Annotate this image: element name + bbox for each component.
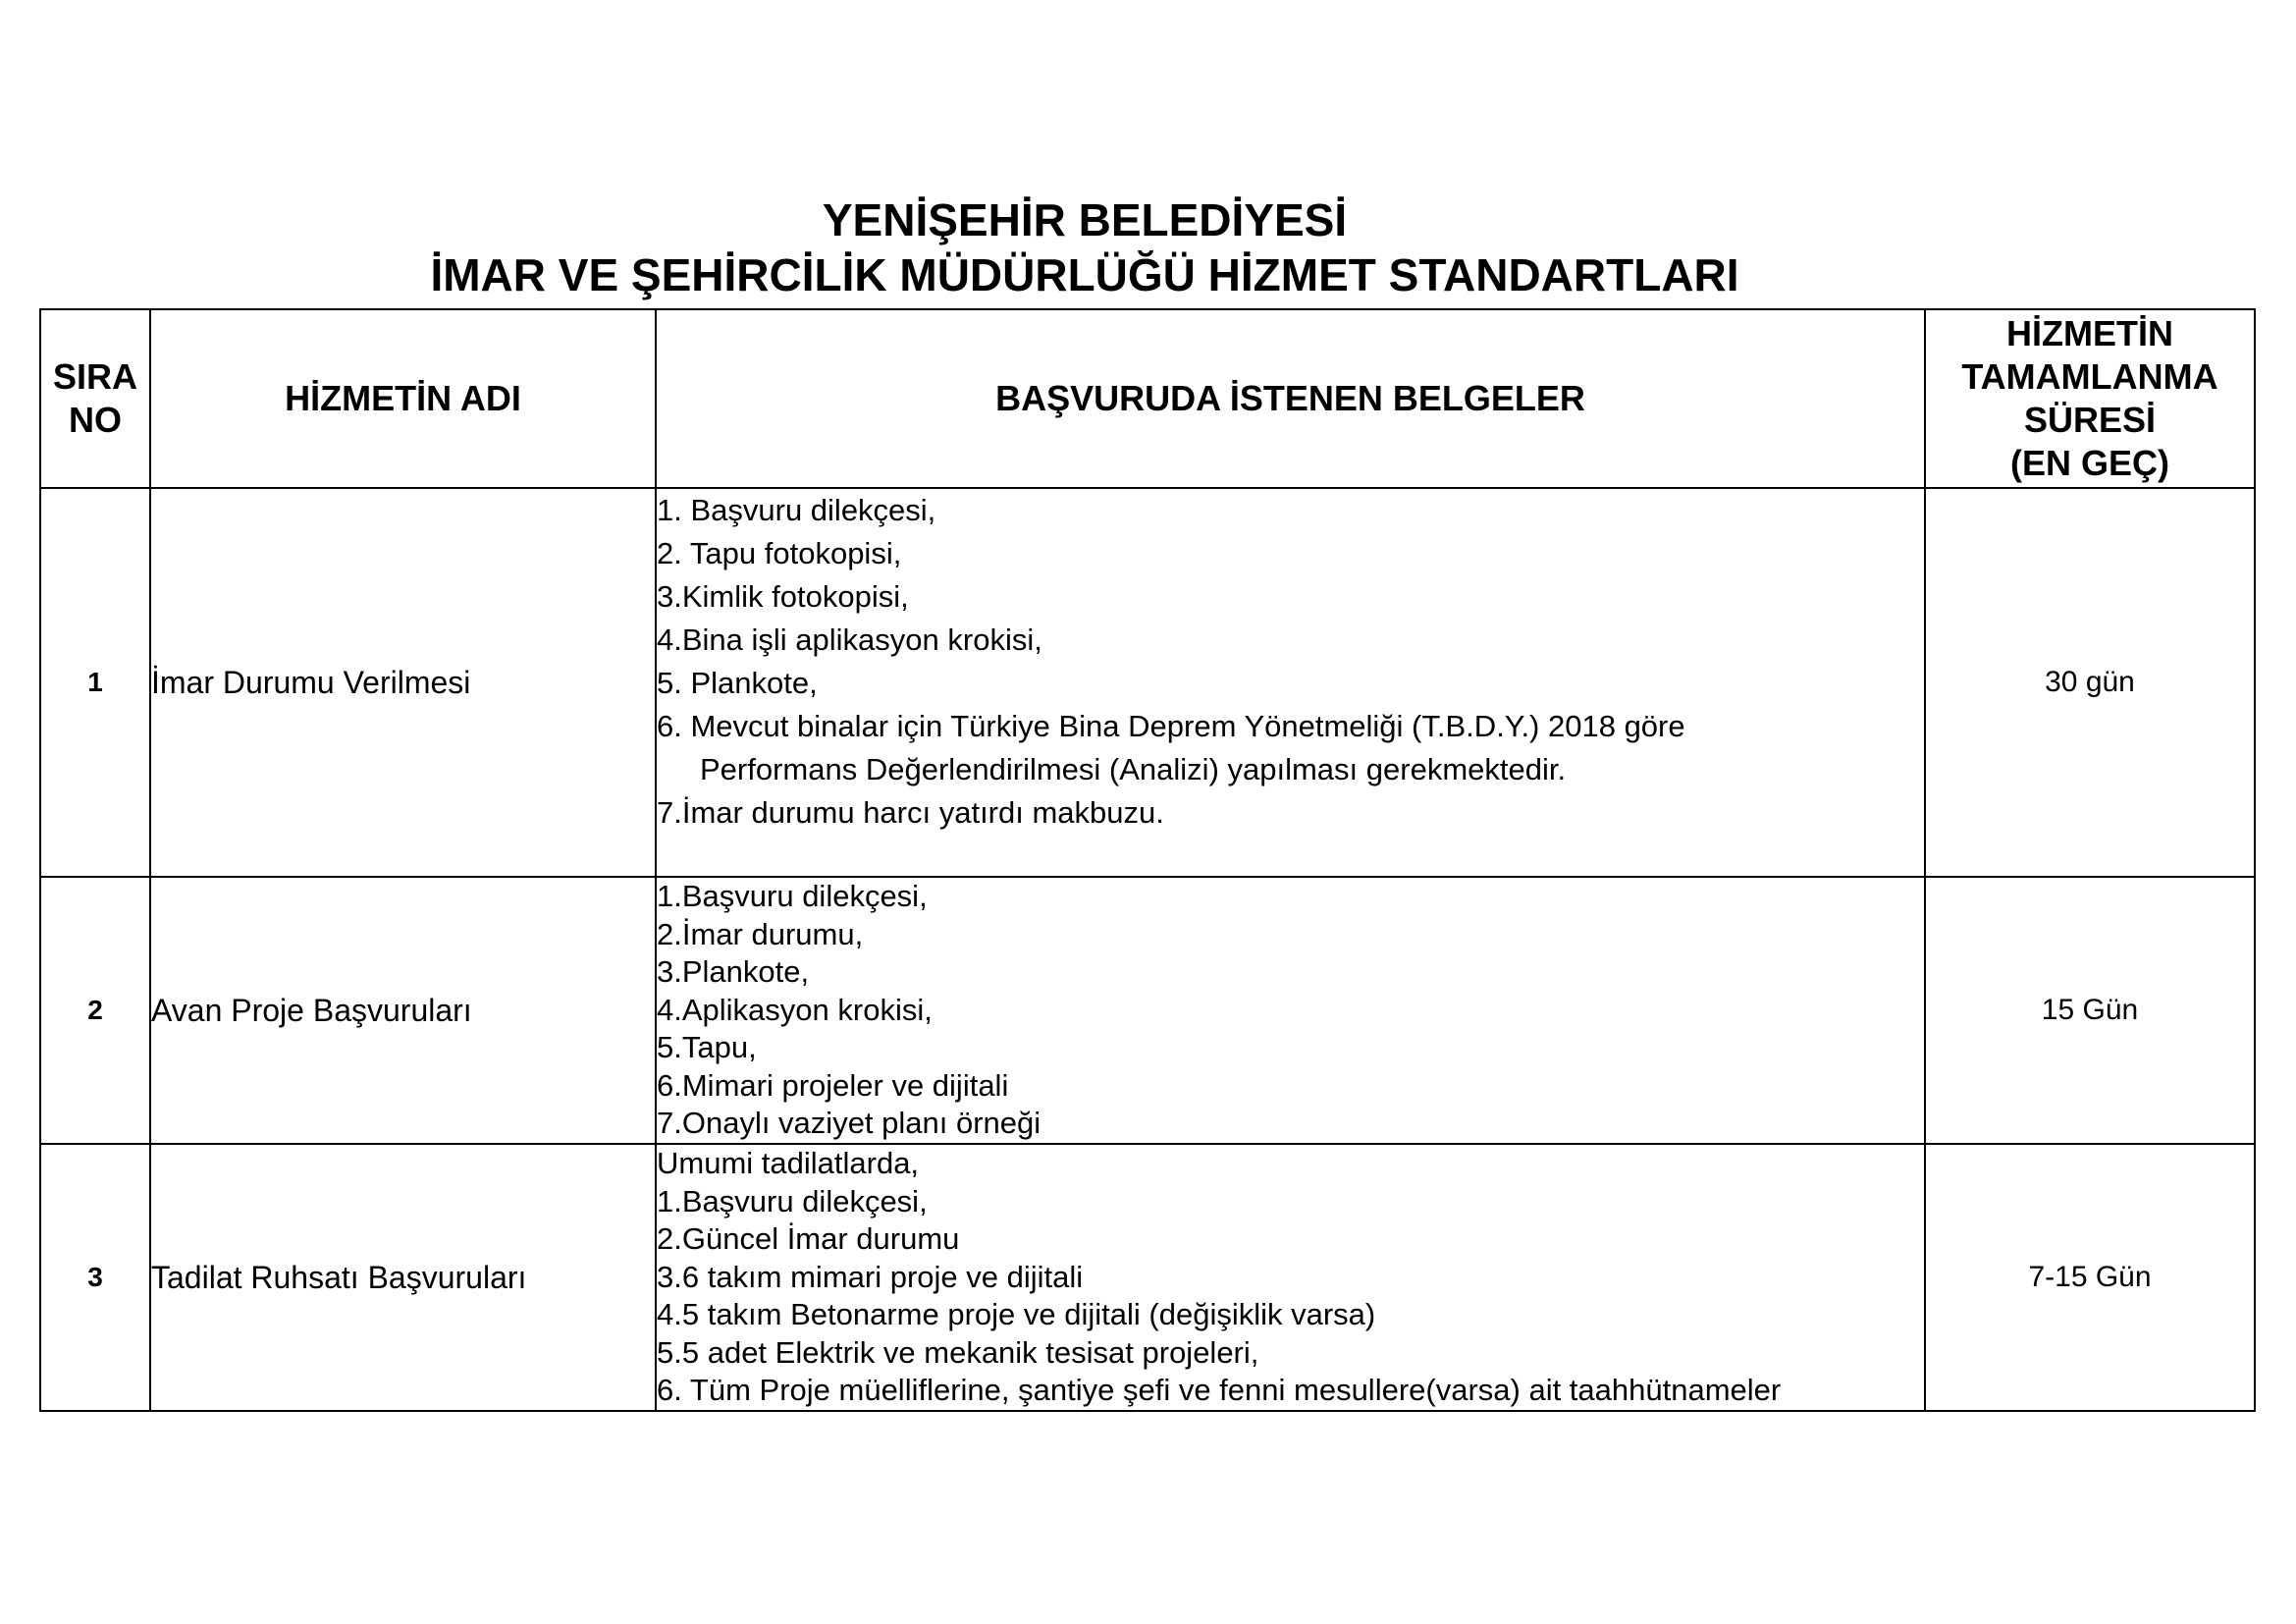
table-row [40,488,2255,877]
document-item: 2.İmar durumu, [657,916,864,951]
header-no-line-2: NO [69,400,122,440]
service-name: Avan Proje Başvuruları [150,877,656,1144]
service-standards-table [39,308,2256,1412]
row-number: 3 [40,1144,150,1411]
document-item: 6. Tüm Proje müelliflerine, şantiye şefi ve fenni mesullere(varsa) ait taahhütnameler [657,1373,1782,1407]
title-line-1: YENİŞEHİR BELEDİYESİ [822,194,1348,245]
completion-time: 7-15 Gün [1925,1144,2255,1411]
header-time-line-4: (EN GEÇ) [2010,443,2169,483]
header-time-line-2: TAMAMLANMA [1961,356,2218,397]
row-number: 2 [40,877,150,1144]
document-item: 4.5 takım Betonarme proje ve dijitali (değişiklik varsa) [657,1297,1376,1331]
header-time-line-1: HİZMETİN [2006,313,2173,353]
table-row [40,877,2255,1144]
service-name: İmar Durumu Verilmesi [150,488,656,877]
document-item: 3.Plankote, [657,954,810,989]
header-completion-time [1925,309,2255,488]
title-line-2: İMAR VE ŞEHİRCİLİK MÜDÜRLÜĞÜ HİZMET STANDARTLARI [430,249,1739,300]
document-item: Umumi tadilatlarda, [657,1146,920,1180]
document-item: 6. Mevcut binalar için Türkiye Bina Deprem Yönetmeliği (T.B.D.Y.) 2018 göre [657,709,1685,743]
document-item: 3.6 takım mimari proje ve dijitali [657,1259,1084,1294]
header-service-name: HİZMETİN ADI [150,309,656,488]
table-header-row [40,309,2255,488]
document-item: 4.Bina işli aplikasyon krokisi, [657,623,1042,657]
row-number: 1 [40,488,150,877]
required-documents-list [656,1144,1925,1411]
document-item: 1.Başvuru dilekçesi, [657,879,928,913]
document-item: 5. Plankote, [657,666,818,700]
completion-time: 30 gün [1925,488,2255,877]
required-documents-list [656,877,1925,1144]
document-item: 4.Aplikasyon krokisi, [657,992,933,1027]
document-item: 5.Tapu, [657,1030,757,1064]
document-item: 1. Başvuru dilekçesi, [657,493,936,527]
header-required-documents: BAŞVURUDA İSTENEN BELGELER [656,309,1925,488]
document-item: 7.İmar durumu harcı yatırdı makbuzu. [657,795,1164,830]
header-time-line-3: SÜRESİ [2023,400,2157,440]
document-item: 1.Başvuru dilekçesi, [657,1183,928,1218]
document-item: 3.Kimlik fotokopisi, [657,579,909,614]
table-row [40,1144,2255,1411]
document-item: 5.5 adet Elektrik ve mekanik tesisat projeleri, [657,1334,1259,1370]
document-item-continuation: Performans Değerlendirilmesi (Analizi) yapılması gerekmektedir. [700,752,1567,786]
completion-time: 15 Gün [1925,877,2255,1144]
header-no-line-1: SIRA [52,356,137,397]
document-item: 2.Güncel İmar durumu [657,1221,960,1256]
document-item: 2. Tapu fotokopisi, [657,536,902,570]
service-name: Tadilat Ruhsatı Başvuruları [150,1144,656,1411]
document-title [0,192,2169,302]
header-sira-no [40,309,150,488]
document-item: 6.Mimari projeler ve dijitali [657,1067,1009,1103]
required-documents-list [656,488,1925,877]
document-item: 7.Onaylı vaziyet planı örneği [657,1106,1041,1140]
